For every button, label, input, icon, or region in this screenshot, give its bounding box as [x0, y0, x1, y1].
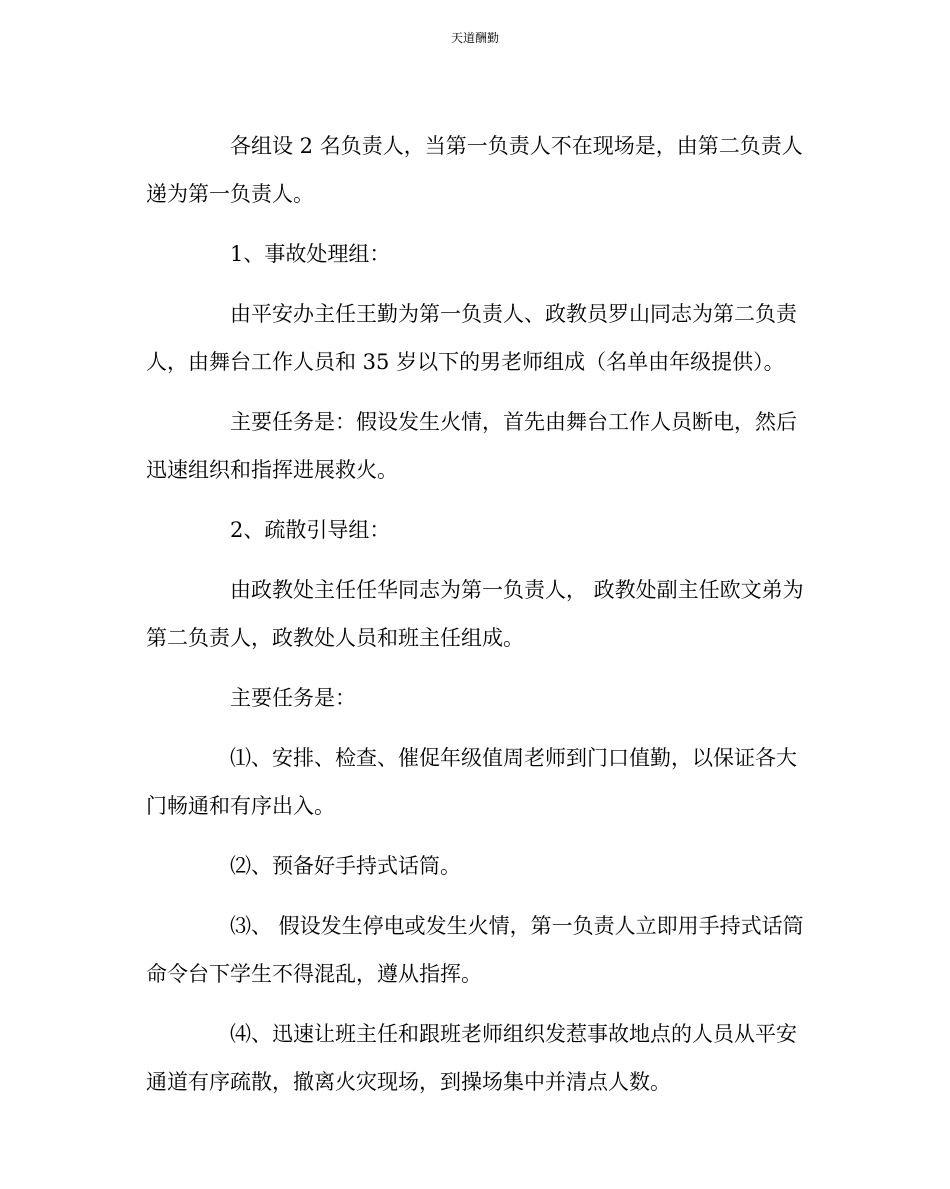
list-item-task-1: ⑴、安排、检查、催促年级值周老师到门口值勤，以保证各大门畅通和有序出入。 [146, 746, 797, 818]
heading-main-tasks: 主要任务是： [230, 686, 356, 710]
document-body [146, 122, 808, 1118]
heading-accident-handling-group: 1、事故处理组： [230, 242, 391, 266]
paragraph-responsible-persons: 各组设 2 名负责人，当第一负责人不在现场是，由第二负责人递为第一负责人。 [146, 134, 803, 206]
page-header: 天道酬勤 [450, 31, 499, 45]
list-item-task-2: ⑵、预备好手持式话筒。 [230, 854, 461, 878]
paragraph-accident-group-members: 由平安办主任王勤为第一负责人、政教员罗山同志为第二负责人，由舞台工作人员和 35 岁以下的男老师组成（名单由年级提供）。 [146, 302, 797, 374]
list-item-task-4: ⑷、迅速让班主任和跟班老师组织发惹事故地点的人员从平安通道有序疏散，撤离火灾现场，到操场集中并清点人数。 [146, 1022, 797, 1094]
list-item-task-3: ⑶、 假设发生停电或发生火情，第一负责人立即用手持式话筒命令台下学生不得混乱，遵从指挥。 [146, 914, 804, 986]
paragraph-evacuation-group-members: 由政教处主任任华同志为第一负责人， 政教处副主任欧文弟为第二负责人，政教处人员和班主任组成。 [146, 578, 804, 650]
paragraph-accident-group-tasks: 主要任务是：假设发生火情，首先由舞台工作人员断电，然后迅速组织和指挥进展救火。 [146, 410, 797, 482]
heading-evacuation-group: 2、疏散引导组： [230, 518, 391, 542]
